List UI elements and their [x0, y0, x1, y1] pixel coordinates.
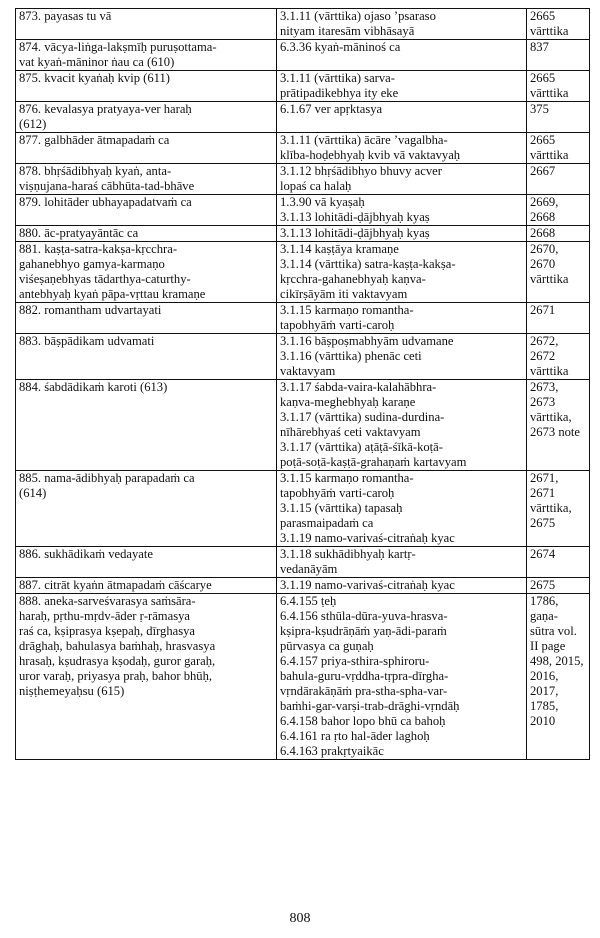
sutra-cell — [16, 380, 277, 471]
sutra-cell — [16, 164, 277, 195]
table-body — [16, 9, 590, 760]
table-row — [16, 303, 590, 334]
sutra-line: 873. payasas tu vā — [19, 9, 112, 23]
source-line: 3.1.17 śabda-vaira-kalahābhra- — [280, 380, 437, 394]
sutra-cell — [16, 334, 277, 380]
source-line: lopaś ca halaḥ — [280, 179, 352, 193]
source-line: tapobhyāṁ varti-caroḥ — [280, 318, 395, 332]
sutra-cell — [16, 133, 277, 164]
reference-line: vārttika — [530, 86, 569, 100]
source-line: vedanāyām — [280, 562, 338, 576]
reference-cell — [527, 380, 590, 471]
source-cell — [277, 164, 527, 195]
reference-line: vārttika, — [530, 501, 572, 515]
source-line: 3.1.13 lohitādi-ḍājbhyaḥ kyaṣ — [280, 210, 430, 224]
source-line: 3.1.18 sukhādibhyaḥ kartṛ- — [280, 547, 416, 561]
reference-cell — [527, 242, 590, 303]
reference-cell — [527, 71, 590, 102]
source-line: 3.1.11 (vārttika) ācāre ’vagalbha- — [280, 133, 448, 147]
sutra-line: niṣṭhemeyaḥsu (615) — [19, 684, 125, 698]
source-cell — [277, 594, 527, 760]
source-cell — [277, 133, 527, 164]
source-line: 3.1.16 (vārttika) phenāc ceti — [280, 349, 422, 363]
sutra-line: hrasaḥ, kṣudrasya kṣodaḥ, guror garaḥ, — [19, 654, 216, 668]
reference-cell — [527, 133, 590, 164]
source-line: 6.4.158 bahor lopo bhū ca bahoḥ — [280, 714, 446, 728]
source-line: 6.4.161 ra ṛto hal-āder laghoḥ — [280, 729, 430, 743]
source-line: 6.1.67 ver apṛktasya — [280, 102, 383, 116]
table-row — [16, 71, 590, 102]
sutra-line: (612) — [19, 117, 47, 131]
source-line: cikīrṣāyām iti vaktavyam — [280, 287, 408, 301]
source-line: vaktavyam — [280, 364, 336, 378]
sutra-line: 876. kevalasya pratyaya-ver haraḥ — [19, 102, 192, 116]
table-row — [16, 380, 590, 471]
sutra-cell — [16, 195, 277, 226]
reference-line: 2016, — [530, 669, 559, 683]
reference-cell — [527, 471, 590, 547]
source-cell — [277, 102, 527, 133]
reference-line: sūtra vol. — [530, 624, 577, 638]
source-line: 3.1.11 (vārttika) sarva- — [280, 71, 395, 85]
reference-cell — [527, 9, 590, 40]
table-row — [16, 102, 590, 133]
reference-line: 2669, 2668 — [530, 195, 559, 224]
source-line: pūrvasya ca guṇaḥ — [280, 639, 374, 653]
reference-line: 2665 — [530, 133, 556, 147]
sutra-line: 875. kvacit kyaṅaḥ kvip (611) — [19, 71, 170, 85]
reference-line: 2670, 2670 — [530, 242, 559, 271]
reference-line: vārttika — [530, 24, 569, 38]
reference-cell — [527, 303, 590, 334]
source-line: 6.3.36 kyaṅ-māninoś ca — [280, 40, 401, 54]
table-row — [16, 164, 590, 195]
source-line: 6.4.157 priya-sthira-sphiroru- — [280, 654, 430, 668]
table-row — [16, 578, 590, 594]
source-cell — [277, 195, 527, 226]
sutra-cell — [16, 9, 277, 40]
source-line: 3.1.19 namo-varivaś-citraṅaḥ kyac — [280, 531, 455, 545]
table-row — [16, 547, 590, 578]
source-cell — [277, 9, 527, 40]
reference-line: II page — [530, 639, 566, 653]
source-line: 3.1.15 karmaṇo romantha- — [280, 471, 414, 485]
source-line: 6.4.155 ṭeḥ — [280, 594, 337, 608]
source-cell — [277, 226, 527, 242]
source-line: parasmaipadaṁ ca — [280, 516, 374, 530]
table-row — [16, 195, 590, 226]
sutra-line: haraḥ, pṛthu-mṛdv-āder ṛ-rāmasya — [19, 609, 190, 623]
source-line: vṛndārakāṇāṁ pra-stha-spha-var- — [280, 684, 448, 698]
source-line: 3.1.17 (vārttika) sudina-durdina- — [280, 410, 445, 424]
source-line: poṭā-soṭā-kaṣṭā-grahaṇaṁ kartavyam — [280, 455, 467, 469]
source-line: kṣipra-kṣudrāṇāṁ yaṇ-ādi-paraṁ — [280, 624, 447, 638]
sutra-cell — [16, 547, 277, 578]
reference-line: 2671 — [530, 303, 556, 317]
sutra-line: 874. vācya-liṅga-lakṣmīḥ puruṣottama- — [19, 40, 217, 54]
source-line: klība-hoḍebhyaḥ kvib vā vaktavyaḥ — [280, 148, 461, 162]
sutra-line: 885. nama-ādibhyaḥ parapadaṁ ca — [19, 471, 195, 485]
sutra-cell — [16, 226, 277, 242]
reference-cell — [527, 594, 590, 760]
source-cell — [277, 380, 527, 471]
reference-line: gaṇa- — [530, 609, 558, 623]
reference-cell — [527, 164, 590, 195]
reference-line: 2671, 2671 — [530, 471, 559, 500]
sutra-line: 882. romantham udvartayati — [19, 303, 162, 317]
source-cell — [277, 71, 527, 102]
reference-cell — [527, 547, 590, 578]
sutra-concordance-table — [15, 8, 590, 760]
source-line: bahula-guru-vṛddha-tṛpra-dīrgha- — [280, 669, 449, 683]
source-cell — [277, 471, 527, 547]
source-cell — [277, 334, 527, 380]
sutra-line: 881. kaṣṭa-satra-kakṣa-kṛcchra- — [19, 242, 178, 256]
source-line: 3.1.17 (vārttika) aṭāṭā-śīkā-koṭā- — [280, 440, 443, 454]
source-line: kṛcchra-gahanebhyaḥ kaṇva- — [280, 272, 426, 286]
reference-cell — [527, 195, 590, 226]
reference-cell — [527, 334, 590, 380]
source-cell — [277, 547, 527, 578]
reference-line: vārttika — [530, 272, 569, 286]
source-line: 6.4.163 prakṛtyaikāc — [280, 744, 384, 758]
reference-line: 498, 2015, — [530, 654, 584, 668]
sutra-cell — [16, 594, 277, 760]
sutra-line: viṣṇujana-haraś cābhūta-tad-bhāve — [19, 179, 195, 193]
sutra-cell — [16, 102, 277, 133]
source-line: nityam itaresām vibhāsayā — [280, 24, 415, 38]
reference-cell — [527, 578, 590, 594]
source-line: nīhārebhyaś ceti vaktavyam — [280, 425, 421, 439]
reference-line: vārttika, — [530, 410, 572, 424]
source-cell — [277, 303, 527, 334]
reference-cell — [527, 226, 590, 242]
reference-line: 375 — [530, 102, 549, 116]
source-line: 3.1.15 karmaṇo romantha- — [280, 303, 414, 317]
reference-line: 2673, 2673 — [530, 380, 559, 409]
reference-line: 2675 — [530, 516, 556, 530]
table-row — [16, 226, 590, 242]
sutra-line: 884. śabdādikaṁ karoti (613) — [19, 380, 168, 394]
reference-cell — [527, 102, 590, 133]
reference-line: vārttika — [530, 364, 569, 378]
sutra-line: (614) — [19, 486, 47, 500]
sutra-cell — [16, 471, 277, 547]
source-line: 3.1.11 (vārttika) ojaso ’psaraso — [280, 9, 436, 23]
source-line: 3.1.14 kaṣṭāya kramaṇe — [280, 242, 399, 256]
sutra-line: drāghaḥ, bahulasya baṁhaḥ, hrasvasya — [19, 639, 216, 653]
reference-line: vārttika — [530, 148, 569, 162]
sutra-line: gahanebhyo gamya-karmaṇo — [19, 257, 165, 271]
sutra-line: 888. aneka-sarveśvarasya saṁsāra- — [19, 594, 196, 608]
reference-line: 2667 — [530, 164, 556, 178]
source-cell — [277, 578, 527, 594]
source-line: 3.1.14 (vārttika) satra-kaṣṭa-kakṣa- — [280, 257, 456, 271]
reference-line: 1785, 2010 — [530, 699, 559, 728]
sutra-line: raś ca, kṣiprasya kṣepaḥ, dīrghasya — [19, 624, 196, 638]
sutra-line: 887. citrāt kyaṅn ātmapadaṁ cāścarye — [19, 578, 212, 592]
table-row — [16, 594, 590, 760]
source-line: baṁhi-gar-varṣi-trab-drāghi-vṛndāḥ — [280, 699, 460, 713]
table-row — [16, 242, 590, 303]
reference-line: 2017, — [530, 684, 559, 698]
sutra-cell — [16, 578, 277, 594]
table-row — [16, 9, 590, 40]
reference-line: 2665 — [530, 71, 556, 85]
source-line: 6.4.156 sthūla-dūra-yuva-hrasva- — [280, 609, 448, 623]
reference-line: 2674 — [530, 547, 556, 561]
table-row — [16, 133, 590, 164]
table-row — [16, 40, 590, 71]
table-row — [16, 334, 590, 380]
sutra-line: uror varaḥ, priyasya praḥ, bahor bhūḥ, — [19, 669, 213, 683]
reference-line: 1786, — [530, 594, 559, 608]
reference-line: 837 — [530, 40, 549, 54]
reference-cell — [527, 40, 590, 71]
page-number: 808 — [289, 911, 311, 926]
reference-line: 2672, 2672 — [530, 334, 559, 363]
sutra-line: vat kyaṅ-māninor ṅau ca (610) — [19, 55, 175, 69]
sutra-line: viśeṣaṇebhyas tādarthya-caturthy- — [19, 272, 191, 286]
reference-line: 2675 — [530, 578, 556, 592]
sutra-line: 879. lohitāder ubhayapadatvaṁ ca — [19, 195, 192, 209]
sutra-cell — [16, 242, 277, 303]
reference-line: 2665 — [530, 9, 556, 23]
source-line: tapobhyāṁ varti-caroḥ — [280, 486, 395, 500]
reference-line: 2673 note — [530, 425, 581, 439]
source-line: prātipadikebhya ity eke — [280, 86, 399, 100]
sutra-line: antebhyaḥ kyaṅ pāpa-vṛttau kramaṇe — [19, 287, 206, 301]
source-line: 3.1.15 (vārttika) tapasaḥ — [280, 501, 403, 515]
sutra-cell — [16, 40, 277, 71]
source-cell — [277, 242, 527, 303]
source-line: 3.1.12 bhṛśādibhyo bhuvy acver — [280, 164, 442, 178]
sutra-line: 883. bāṣpādikam udvamati — [19, 334, 155, 348]
source-line: 3.1.16 bāṣpoṣmabhyām udvamane — [280, 334, 454, 348]
source-line: 1.3.90 vā kyaṣaḥ — [280, 195, 365, 209]
sutra-cell — [16, 71, 277, 102]
source-line: 3.1.19 namo-varivaś-citraṅaḥ kyac — [280, 578, 455, 592]
source-line: 3.1.13 lohitādi-ḍājbhyaḥ kyaṣ — [280, 226, 430, 240]
sutra-cell — [16, 303, 277, 334]
sutra-line: 878. bhṛśādibhyaḥ kyaṅ, anta- — [19, 164, 172, 178]
table-row — [16, 471, 590, 547]
source-line: kaṇva-meghebhyaḥ karaṇe — [280, 395, 416, 409]
sutra-line: 886. sukhādikaṁ vedayate — [19, 547, 153, 561]
source-cell — [277, 40, 527, 71]
sutra-line: 877. galbhāder ātmapadaṁ ca — [19, 133, 170, 147]
sutra-line: 880. āc-pratyayāntāc ca — [19, 226, 139, 240]
reference-line: 2668 — [530, 226, 556, 240]
